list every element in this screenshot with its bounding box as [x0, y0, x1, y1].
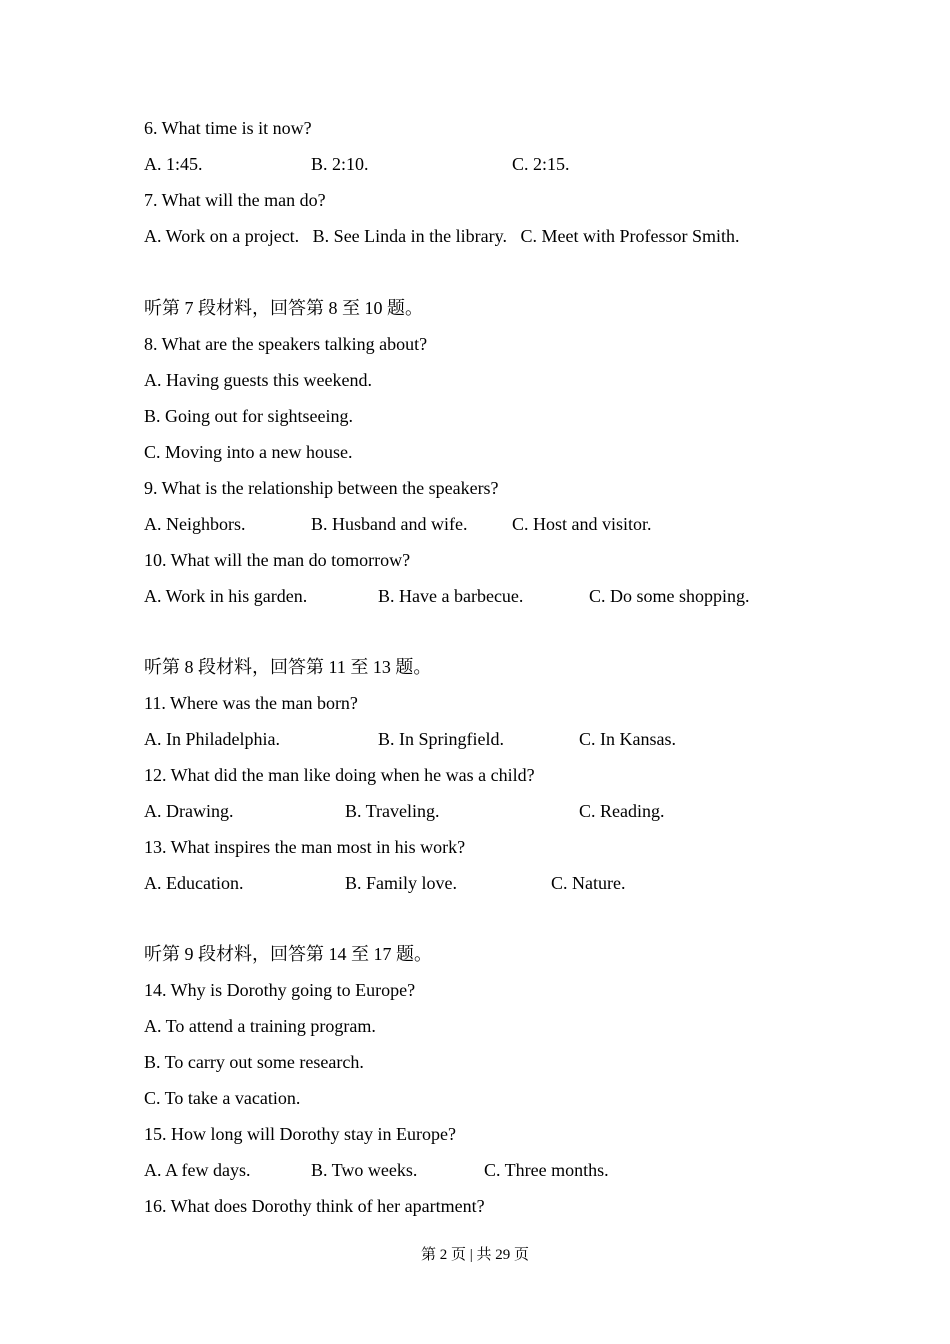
question-12: 12. What did the man like doing when he was a child? [144, 765, 535, 785]
q15-option-c: C. Three months. [484, 1160, 609, 1180]
question-8: 8. What are the speakers talking about? [144, 334, 428, 354]
q14-option-c: C. To take a vacation. [144, 1088, 301, 1108]
q13-option-a: A. Education. [144, 873, 244, 893]
q15-option-b: B. Two weeks. [311, 1160, 418, 1180]
q12-option-b: B. Traveling. [345, 801, 440, 821]
q10-option-c: C. Do some shopping. [589, 586, 750, 606]
q14-option-a: A. To attend a training program. [144, 1016, 376, 1036]
question-14: 14. Why is Dorothy going to Europe? [144, 980, 416, 1000]
section-header-7: 听第 7 段材料，回答第 8 至 10 题。 [144, 298, 423, 318]
question-13: 13. What inspires the man most in his work? [144, 837, 466, 857]
q6-option-c: C. 2:15. [512, 154, 570, 174]
q10-option-a: A. Work in his garden. [144, 586, 308, 606]
q12-option-c: C. Reading. [579, 801, 665, 821]
q9-option-c: C. Host and visitor. [512, 514, 652, 534]
q11-option-b: B. In Springfield. [378, 729, 504, 749]
q8-option-a: A. Having guests this weekend. [144, 370, 372, 390]
q11-option-c: C. In Kansas. [579, 729, 676, 749]
q7-options: A. Work on a project. B. See Linda in the library. C. Meet with Professor Smith. [144, 226, 740, 246]
question-7: 7. What will the man do? [144, 190, 326, 210]
q11-option-a: A. In Philadelphia. [144, 729, 280, 749]
q6-option-a: A. 1:45. [144, 154, 203, 174]
q14-option-b: B. To carry out some research. [144, 1052, 364, 1072]
q12-option-a: A. Drawing. [144, 801, 234, 821]
q15-option-a: A. A few days. [144, 1160, 251, 1180]
question-6: 6. What time is it now? [144, 118, 312, 138]
page-footer: 第 2 页 | 共 29 页 [420, 1247, 529, 1263]
q9-option-a: A. Neighbors. [144, 514, 246, 534]
section-header-9: 听第 9 段材料，回答第 14 至 17 题。 [144, 944, 432, 964]
question-15: 15. How long will Dorothy stay in Europe? [144, 1124, 456, 1144]
q13-option-b: B. Family love. [345, 873, 457, 893]
question-16: 16. What does Dorothy think of her apartment? [144, 1196, 485, 1216]
q10-option-b: B. Have a barbecue. [378, 586, 524, 606]
question-10: 10. What will the man do tomorrow? [144, 550, 411, 570]
question-11: 11. Where was the man born? [144, 693, 358, 713]
q13-option-c: C. Nature. [551, 873, 626, 893]
q8-option-b: B. Going out for sightseeing. [144, 406, 353, 426]
section-header-8: 听第 8 段材料，回答第 11 至 13 题。 [144, 657, 432, 677]
q6-option-b: B. 2:10. [311, 154, 369, 174]
q9-option-b: B. Husband and wife. [311, 514, 468, 534]
question-9: 9. What is the relationship between the speakers? [144, 478, 499, 498]
q8-option-c: C. Moving into a new house. [144, 442, 353, 462]
